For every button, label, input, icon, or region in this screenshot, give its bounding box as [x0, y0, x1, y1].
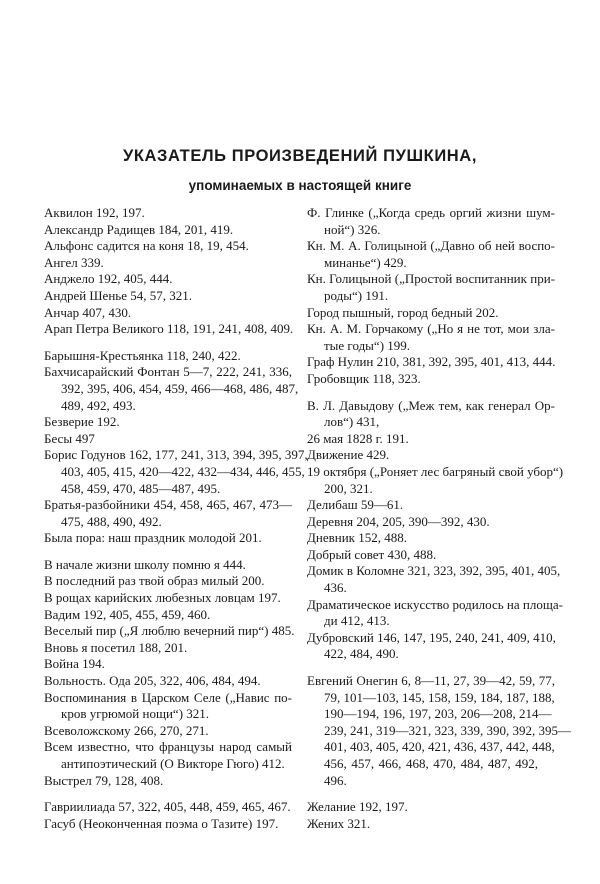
page-title: УКАЗАТЕЛЬ ПРОИЗВЕДЕНИЙ ПУШКИНА,: [122, 147, 477, 165]
index-entry-line: В рощах карийских любезных ловцам 197.: [44, 590, 281, 606]
index-entry-line: Желание 192, 197.: [307, 799, 408, 815]
index-entry-line: В. Л. Давыдову („Меж тем, как генерал Ор-: [307, 397, 555, 413]
index-entry-continuation: 458, 459, 470, 485—487, 495.: [61, 480, 221, 496]
index-entry: [44, 673, 292, 690]
index-letter-group: [307, 799, 555, 832]
index-entry: [44, 205, 292, 222]
index-entry: [44, 773, 292, 790]
index-entry: [307, 354, 555, 371]
index-entry: [44, 816, 292, 833]
index-entry: [44, 723, 292, 740]
index-entry: [307, 238, 555, 271]
index-entry: [307, 398, 555, 431]
index-entry: [44, 447, 308, 497]
index-entry-line: Андрей Шенье 54, 57, 321.: [44, 287, 192, 303]
index-entry: [44, 690, 292, 723]
index-entry-line: Гасуб (Неоконченная поэма о Тазите) 197.: [44, 815, 279, 831]
index-entry-line: Ангел 339.: [44, 254, 104, 270]
index-entry-continuation: антипоэтический (О Викторе Гюго) 412.: [61, 756, 285, 771]
index-entry: [44, 623, 295, 640]
page-subtitle: упоминаемых в настоящей книге: [188, 178, 412, 193]
index-entry: [307, 596, 563, 630]
index-entry-line: Драматическое искусство родилось на площа-: [307, 596, 563, 612]
index-entry: [307, 816, 555, 833]
index-entry-line: Добрый совет 430, 488.: [307, 546, 437, 562]
index-entry-line: Город пышный, город бедный 202.: [307, 304, 499, 320]
index-entry-line: Веселый пир („Я люблю вечерний пир“) 485.: [44, 623, 295, 639]
index-entry-line: Кн. А. М. Горчакому („Но я не тот, мои зла-: [307, 321, 555, 337]
index-entry: [44, 557, 292, 574]
index-entry-line: Дневник 152, 488.: [307, 530, 407, 546]
index-entry: [44, 238, 292, 255]
index-entry: [44, 640, 292, 657]
index-entry-continuation: 456, 457, 466, 468, 470, 484, 487, 492,: [324, 756, 538, 771]
index-entry-line: Вольность. Ода 205, 322, 406, 484, 494.: [44, 673, 261, 689]
index-entry-continuation: ной“) 326.: [324, 221, 381, 237]
index-entry-line: Гавриилиада 57, 322, 405, 448, 459, 465, 467.: [44, 799, 291, 815]
index-entry: [307, 205, 555, 238]
index-entry-continuation: 79, 101—103, 145, 158, 159, 184, 187, 188,: [324, 689, 555, 705]
index-letter-group: [44, 556, 295, 789]
index-entry-continuation: 436.: [324, 580, 347, 596]
index-entry-continuation: лов“) 431,: [324, 414, 380, 430]
index-entry-line: Евгений Онегин 6, 8—11, 27, 39—42, 59, 77,: [307, 673, 555, 689]
index-right-column: [307, 205, 571, 842]
index-entry-line: В последний раз твой образ милый 200.: [44, 573, 265, 589]
index-entry-line: Война 194.: [44, 656, 105, 672]
index-entry-line: Кн. Голицыной („Простой воспитанник при-: [307, 271, 555, 287]
index-letter-group: [307, 673, 571, 789]
index-entry: [44, 799, 292, 816]
index-entry-continuation: 496.: [324, 772, 347, 788]
index-entry-line: Граф Нулин 210, 381, 392, 395, 401, 413, 444.: [307, 354, 556, 370]
index-entry: [44, 305, 292, 322]
index-entry-continuation: 190—194, 196, 197, 203, 206—208, 214—: [324, 706, 552, 722]
index-entry-line: Вадим 192, 405, 455, 459, 460.: [44, 606, 211, 622]
index-entry-line: Ф. Глинке („Когда средь оргий жизни шум-: [307, 205, 555, 220]
index-entry-line: Аквилон 192, 197.: [44, 205, 145, 220]
index-entry: [307, 305, 555, 322]
index-entry: [307, 271, 555, 304]
index-entry: [307, 799, 555, 816]
index-entry-continuation: роды“) 191.: [324, 287, 389, 303]
index-entry-line: Барышня-Крестьянка 118, 240, 422.: [44, 347, 241, 363]
index-entry: [44, 656, 292, 673]
index-entry-continuation: 401, 403, 405, 420, 421, 436, 437, 442, 448,: [324, 739, 555, 755]
index-entry: [44, 222, 292, 239]
index-letter-group: [44, 347, 308, 547]
index-entry: [307, 630, 555, 663]
index-entry: [44, 271, 292, 288]
index-entry-line: 19 октября („Роняет лес багряный свой убор“): [307, 463, 564, 479]
index-entry: [307, 497, 555, 514]
index-entry-line: Арап Петра Великого 118, 191, 241, 408, 409.: [44, 321, 294, 337]
index-entry: [44, 739, 292, 772]
index-entry: [307, 547, 555, 564]
index-entry-continuation: 200, 321.: [324, 480, 373, 496]
index-entry-continuation: ди 412, 413.: [324, 613, 390, 629]
index-entry-line: Кн. М. А. Голицыной („Давно об ней воспо-: [307, 238, 555, 254]
index-entry: [44, 321, 292, 338]
index-entry: [307, 321, 555, 354]
index-letter-group: [44, 205, 292, 338]
index-entry-line: Всем известно, что французы народ самый: [44, 739, 292, 755]
index-letter-group: [307, 205, 555, 388]
index-entry-line: Дубровский 146, 147, 195, 240, 241, 409, 410,: [307, 629, 556, 645]
index-entry: [307, 673, 571, 789]
index-entry-line: Всеволожскому 266, 270, 271.: [44, 722, 209, 738]
index-entry: [307, 530, 555, 547]
index-letter-group: [44, 799, 292, 832]
index-entry-continuation: 422, 484, 490.: [324, 646, 399, 662]
index-entry-continuation: 392, 395, 406, 454, 459, 466—468, 486, 487,: [61, 380, 299, 396]
index-entry: [44, 607, 292, 624]
index-entry: [44, 497, 292, 530]
index-entry-line: Александр Радищев 184, 201, 419.: [44, 221, 234, 237]
index-entry-line: Домик в Коломне 321, 323, 392, 395, 401, 405,: [307, 563, 561, 579]
index-entry-line: В начале жизни школу помню я 444.: [44, 556, 246, 572]
index-entry: [44, 348, 292, 365]
index-entry: [307, 371, 555, 388]
index-entry-line: Бесы 497: [44, 430, 95, 446]
index-entry-continuation: кров угрюмой нощи“) 321.: [61, 706, 210, 722]
index-entry-line: Бахчисарайский Фонтан 5—7, 222, 241, 336,: [44, 364, 292, 380]
index-entry-continuation: 239, 241, 319—321, 323, 339, 390, 392, 395—: [324, 722, 571, 738]
index-entry-continuation: 403, 405, 415, 420—422, 432—434, 446, 455,: [61, 463, 305, 479]
index-entry: [307, 447, 555, 464]
index-entry-line: 26 мая 1828 г. 191.: [307, 430, 409, 446]
index-entry-line: Альфонс садится на коня 18, 19, 454.: [44, 238, 249, 254]
index-left-column: [44, 205, 308, 842]
index-entry-line: Делибаш 59—61.: [307, 497, 404, 513]
index-entry-continuation: минанье“) 429.: [324, 254, 407, 270]
index-entry-line: Анджело 192, 405, 444.: [44, 271, 173, 287]
index-entry-line: Братья-разбойники 454, 458, 465, 467, 473—: [44, 497, 292, 513]
index-entry-line: Выстрел 79, 128, 408.: [44, 772, 164, 788]
index-entry: [44, 530, 292, 547]
index-entry-line: Воспоминания в Царском Селе („Навис по-: [44, 689, 292, 705]
index-entry: [307, 563, 561, 596]
index-entry: [307, 431, 555, 448]
index-entry: [44, 573, 292, 590]
index-entry-line: Борис Годунов 162, 177, 241, 313, 394, 395, 397,: [44, 447, 308, 463]
index-entry-continuation: тые годы“) 199.: [324, 337, 411, 353]
index-entry-line: Была пора: наш праздник молодой 201.: [44, 530, 262, 546]
index-entry: [307, 514, 555, 531]
index-entry: [307, 463, 564, 497]
index-entry: [44, 364, 299, 414]
index-entry-line: Движение 429.: [307, 447, 390, 463]
index-entry-line: Безверие 192.: [44, 414, 120, 430]
index-entry: [44, 431, 292, 448]
index-entry-continuation: 475, 488, 490, 492.: [61, 513, 162, 529]
index-entry-line: Деревня 204, 205, 390—392, 430.: [307, 513, 490, 529]
index-entry: [44, 414, 292, 431]
index-entry-line: Гробовщик 118, 323.: [307, 370, 421, 386]
index-letter-group: [307, 397, 564, 664]
index-entry-continuation: 489, 492, 493.: [61, 397, 136, 413]
index-entry-line: Жених 321.: [307, 815, 371, 831]
index-entry: [44, 590, 292, 607]
index-entry-line: Вновь я посетил 188, 201.: [44, 639, 188, 655]
index-entry: [44, 255, 292, 272]
index-entry: [44, 288, 292, 305]
index-entry-line: Анчар 407, 430.: [44, 304, 132, 320]
